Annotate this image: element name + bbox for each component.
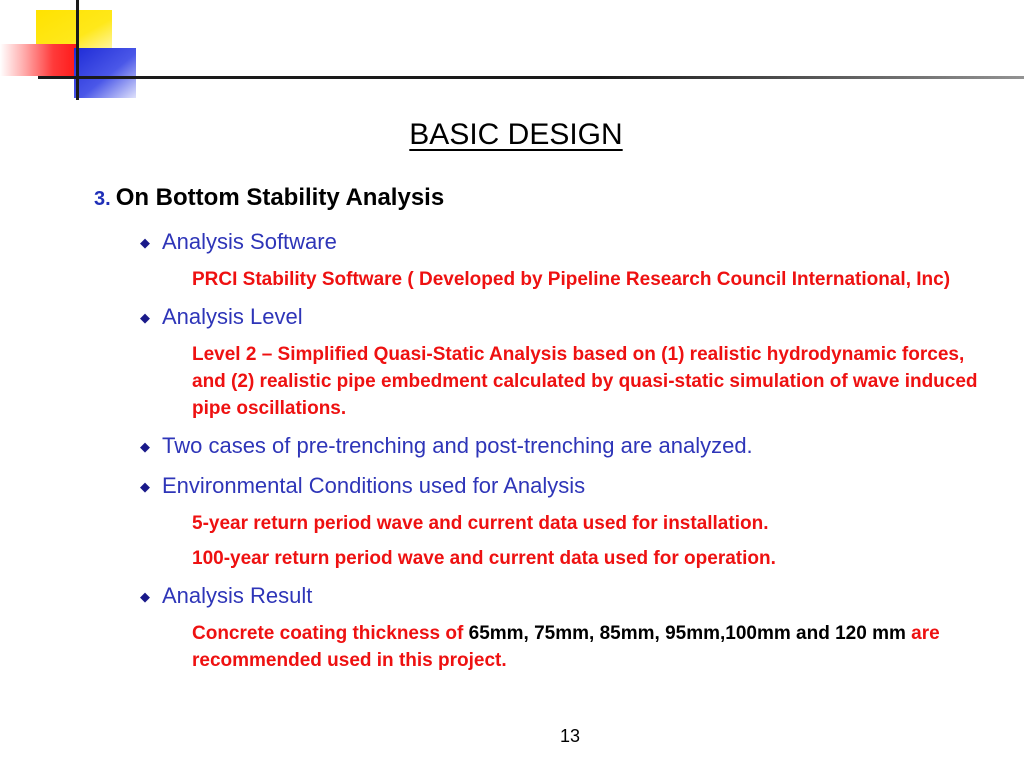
diamond-bullet-icon: ◆ bbox=[140, 439, 150, 454]
detail-software: PRCI Stability Software ( Developed by Pipeline Research Council International, Inc) bbox=[192, 269, 951, 290]
diamond-bullet-icon: ◆ bbox=[140, 235, 150, 250]
detail-env-operation: 100-year return period wave and current data used for operation. bbox=[192, 548, 776, 569]
bullet-label: Environmental Conditions used for Analysis bbox=[162, 473, 586, 498]
result-suffix: are recommended used in this project. bbox=[192, 623, 940, 671]
result-values: 65mm, 75mm, 85mm, 95mm,100mm and 120 mm bbox=[468, 623, 906, 644]
section-number: 3. bbox=[94, 188, 111, 210]
diamond-bullet-icon: ◆ bbox=[140, 589, 150, 604]
bullet-analysis-result bbox=[140, 582, 990, 612]
diamond-bullet-icon: ◆ bbox=[140, 310, 150, 325]
detail-env-installation: 5-year return period wave and current data used for installation. bbox=[192, 513, 769, 534]
page-number: 13 bbox=[560, 726, 581, 746]
bullet-environmental-conditions bbox=[140, 472, 990, 502]
slide-title: BASIC DESIGN bbox=[409, 118, 623, 151]
bullet-pre-post-trenching bbox=[140, 432, 990, 462]
result-prefix: Concrete coating thickness of bbox=[192, 623, 464, 644]
slide-content bbox=[140, 228, 990, 674]
bullet-label: Two cases of pre-trenching and post-trenching are analyzed. bbox=[162, 433, 753, 458]
bullet-analysis-level bbox=[140, 303, 990, 333]
bullet-label: Analysis Level bbox=[162, 304, 303, 329]
detail-result bbox=[192, 620, 990, 674]
bullet-label: Analysis Result bbox=[162, 583, 313, 608]
bullet-analysis-software bbox=[140, 228, 990, 258]
corner-decoration-red bbox=[0, 44, 76, 76]
detail-level: Level 2 – Simplified Quasi-Static Analysis based on (1) realistic hydrodynamic forces, and (2) realistic pipe embedment calculated by quasi-static simulation of wave induced pipe oscillations. bbox=[192, 344, 978, 419]
corner-decoration-vertical-line bbox=[76, 0, 79, 100]
section-title: On Bottom Stability Analysis bbox=[115, 184, 445, 211]
bullet-label: Analysis Software bbox=[162, 229, 337, 254]
header-rule-fade bbox=[600, 76, 1024, 79]
section-heading bbox=[94, 184, 444, 212]
diamond-bullet-icon: ◆ bbox=[140, 479, 150, 494]
corner-decoration-blue bbox=[74, 48, 136, 98]
